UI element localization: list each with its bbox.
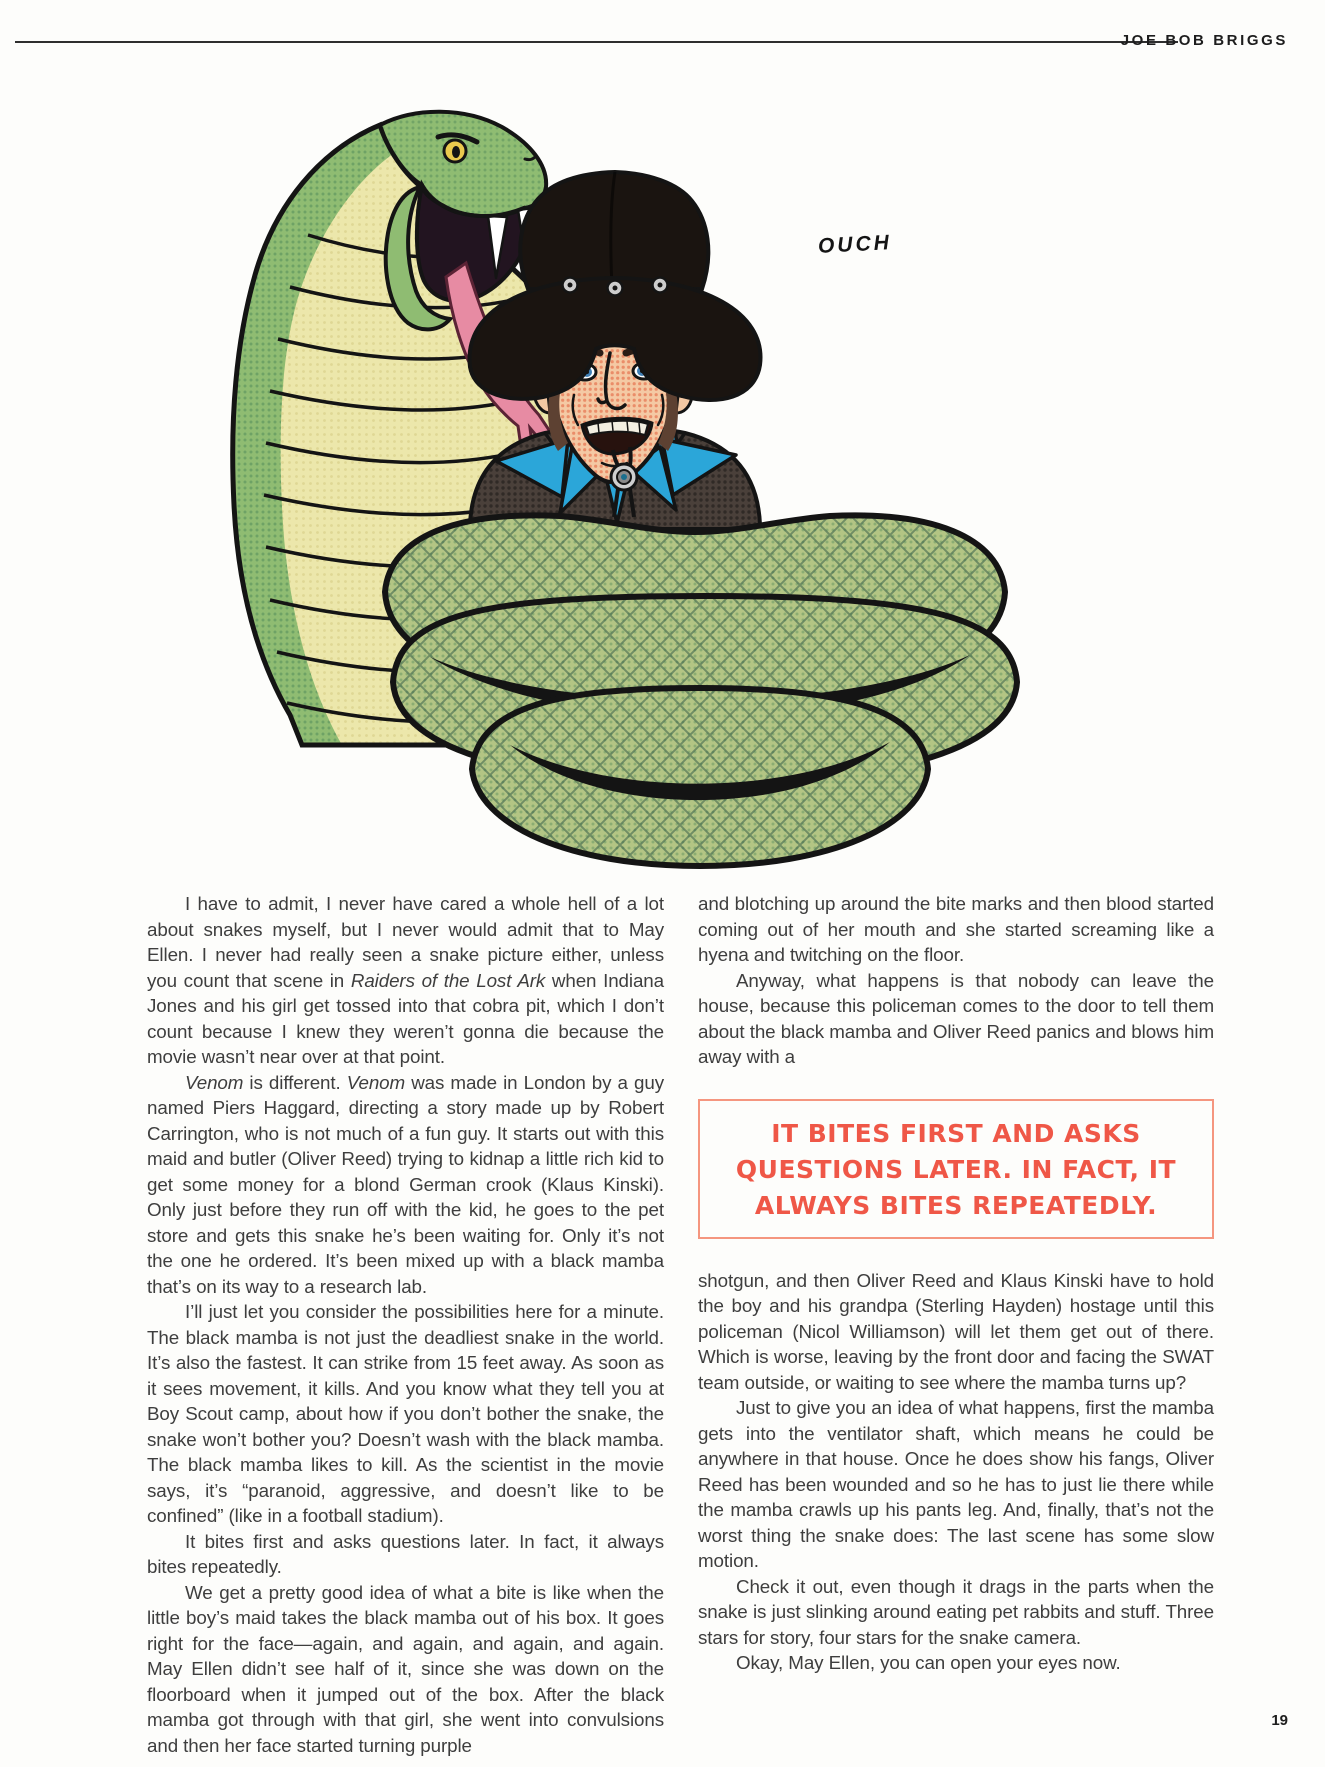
pull-quote-line: ALWAYS BITES REPEATEDLY.	[754, 1190, 1158, 1220]
page-number: 19	[1271, 1712, 1288, 1729]
paragraph: and blotching up around the bite marks and then blood started coming out of her mouth and she started screaming like a hyena and twitching on the floor.	[698, 893, 1214, 965]
pull-quote-box	[698, 1099, 1214, 1239]
right-col-after	[698, 1268, 1214, 1676]
paragraph: Venom is different. Venom was made in London by a guy named Piers Haggard, directing a story made up by Robert Carrington, who is not much of a fun guy. It starts out with this maid and butler (Oliver Reed) trying to kidnap a little rich kid to get some money for a blond German crook (Klaus Kinski). Only just before they run off with the kid, he goes to the pet store and gets this snake he’s been waiting for. Only it’s not the one he ordered. It’s been mixed up with a black mamba that’s on its way to a research lab.	[147, 1071, 664, 1297]
paragraph: I’ll just let you consider the possibilities here for a minute. The black mamba is not just the deadliest snake in the world. It’s also the fastest. It can strike from 15 feet away. As soon as it sees movement, it kills. And you know what they tell you at Boy Scout camp, about how if you don’t bother the snake, the snake won’t bother you? Doesn’t wash with the black mamba. The black mamba likes to kill. As the scientist in the movie says, it’s “paranoid, aggressive, and doesn’t like to be confined” (like in a football stadium).	[147, 1301, 664, 1526]
paragraph: Just to give you an idea of what happens, first the mamba gets into the ventilator shaft, which means he could be anywhere in that house. Once he does show his fangs, Oliver Reed has been wounded and so he has to just lie there while the mamba crawls up his pants leg. And, finally, that’s not the worst thing the snake does: The last scene has some slow motion.	[698, 1397, 1214, 1571]
column-left	[147, 891, 664, 1758]
running-head: JOE BOB BRIGGS	[1120, 32, 1288, 49]
snake-cowboy-illustration	[230, 95, 1020, 880]
paragraph: Anyway, what happens is that nobody can leave the house, because this policeman comes to the door to tell them about the black mamba and Oliver Reed panics and blows him away with a	[698, 969, 1214, 1067]
paragraph: We get a pretty good idea of what a bite is like when the little boy’s maid takes the black mamba out of his box. It goes right for the face—again, and again, and again, and again. May Ellen didn’t see half of it, since she was down on the floorboard when it jumped out of the box. After the black mamba got through with that girl, she went into convulsions and then her face started turning purple	[147, 1581, 664, 1756]
paragraph: Check it out, even though it drags in the parts when the snake is just slinking around eating pet rabbits and stuff. Three stars for story, four stars for the snake camera.	[698, 1575, 1214, 1648]
right-col-before	[698, 891, 1214, 1070]
column-right	[698, 891, 1214, 1676]
paragraph: shotgun, and then Oliver Reed and Klaus Kinski have to hold the boy and his grandpa (Sterling Hayden) hostage until this policeman (Nicol Williamson) will let them get out of there. Which is worse, leaving by the front door and facing the SWAT team outside, or waiting to see where the mamba turns up?	[698, 1269, 1214, 1393]
pull-quote-line: QUESTIONS LATER. IN FACT, IT	[735, 1154, 1177, 1184]
header-rule	[15, 41, 1178, 43]
paragraph: I have to admit, I never have cared a whole hell of a lot about snakes myself, but I never would admit that to May Ellen. I never had really seen a snake picture either, unless you count that scene in Raiders of the Lost Ark when Indiana Jones and his girl get tossed into that cobra pit, which I don’t count because I knew they weren’t gonna die because the movie wasn’t near over at that point.	[147, 893, 665, 1067]
pull-quote-line: IT BITES FIRST AND ASKS	[771, 1118, 1141, 1148]
paragraph: Okay, May Ellen, you can open your eyes now.	[736, 1652, 1121, 1673]
paragraph: It bites first and asks questions later. In fact, it always bites repeatedly.	[147, 1530, 664, 1577]
ouch-caption: OUCH	[817, 231, 893, 258]
pull-quote-text	[706, 1116, 1206, 1224]
snake-coils	[385, 515, 1017, 866]
